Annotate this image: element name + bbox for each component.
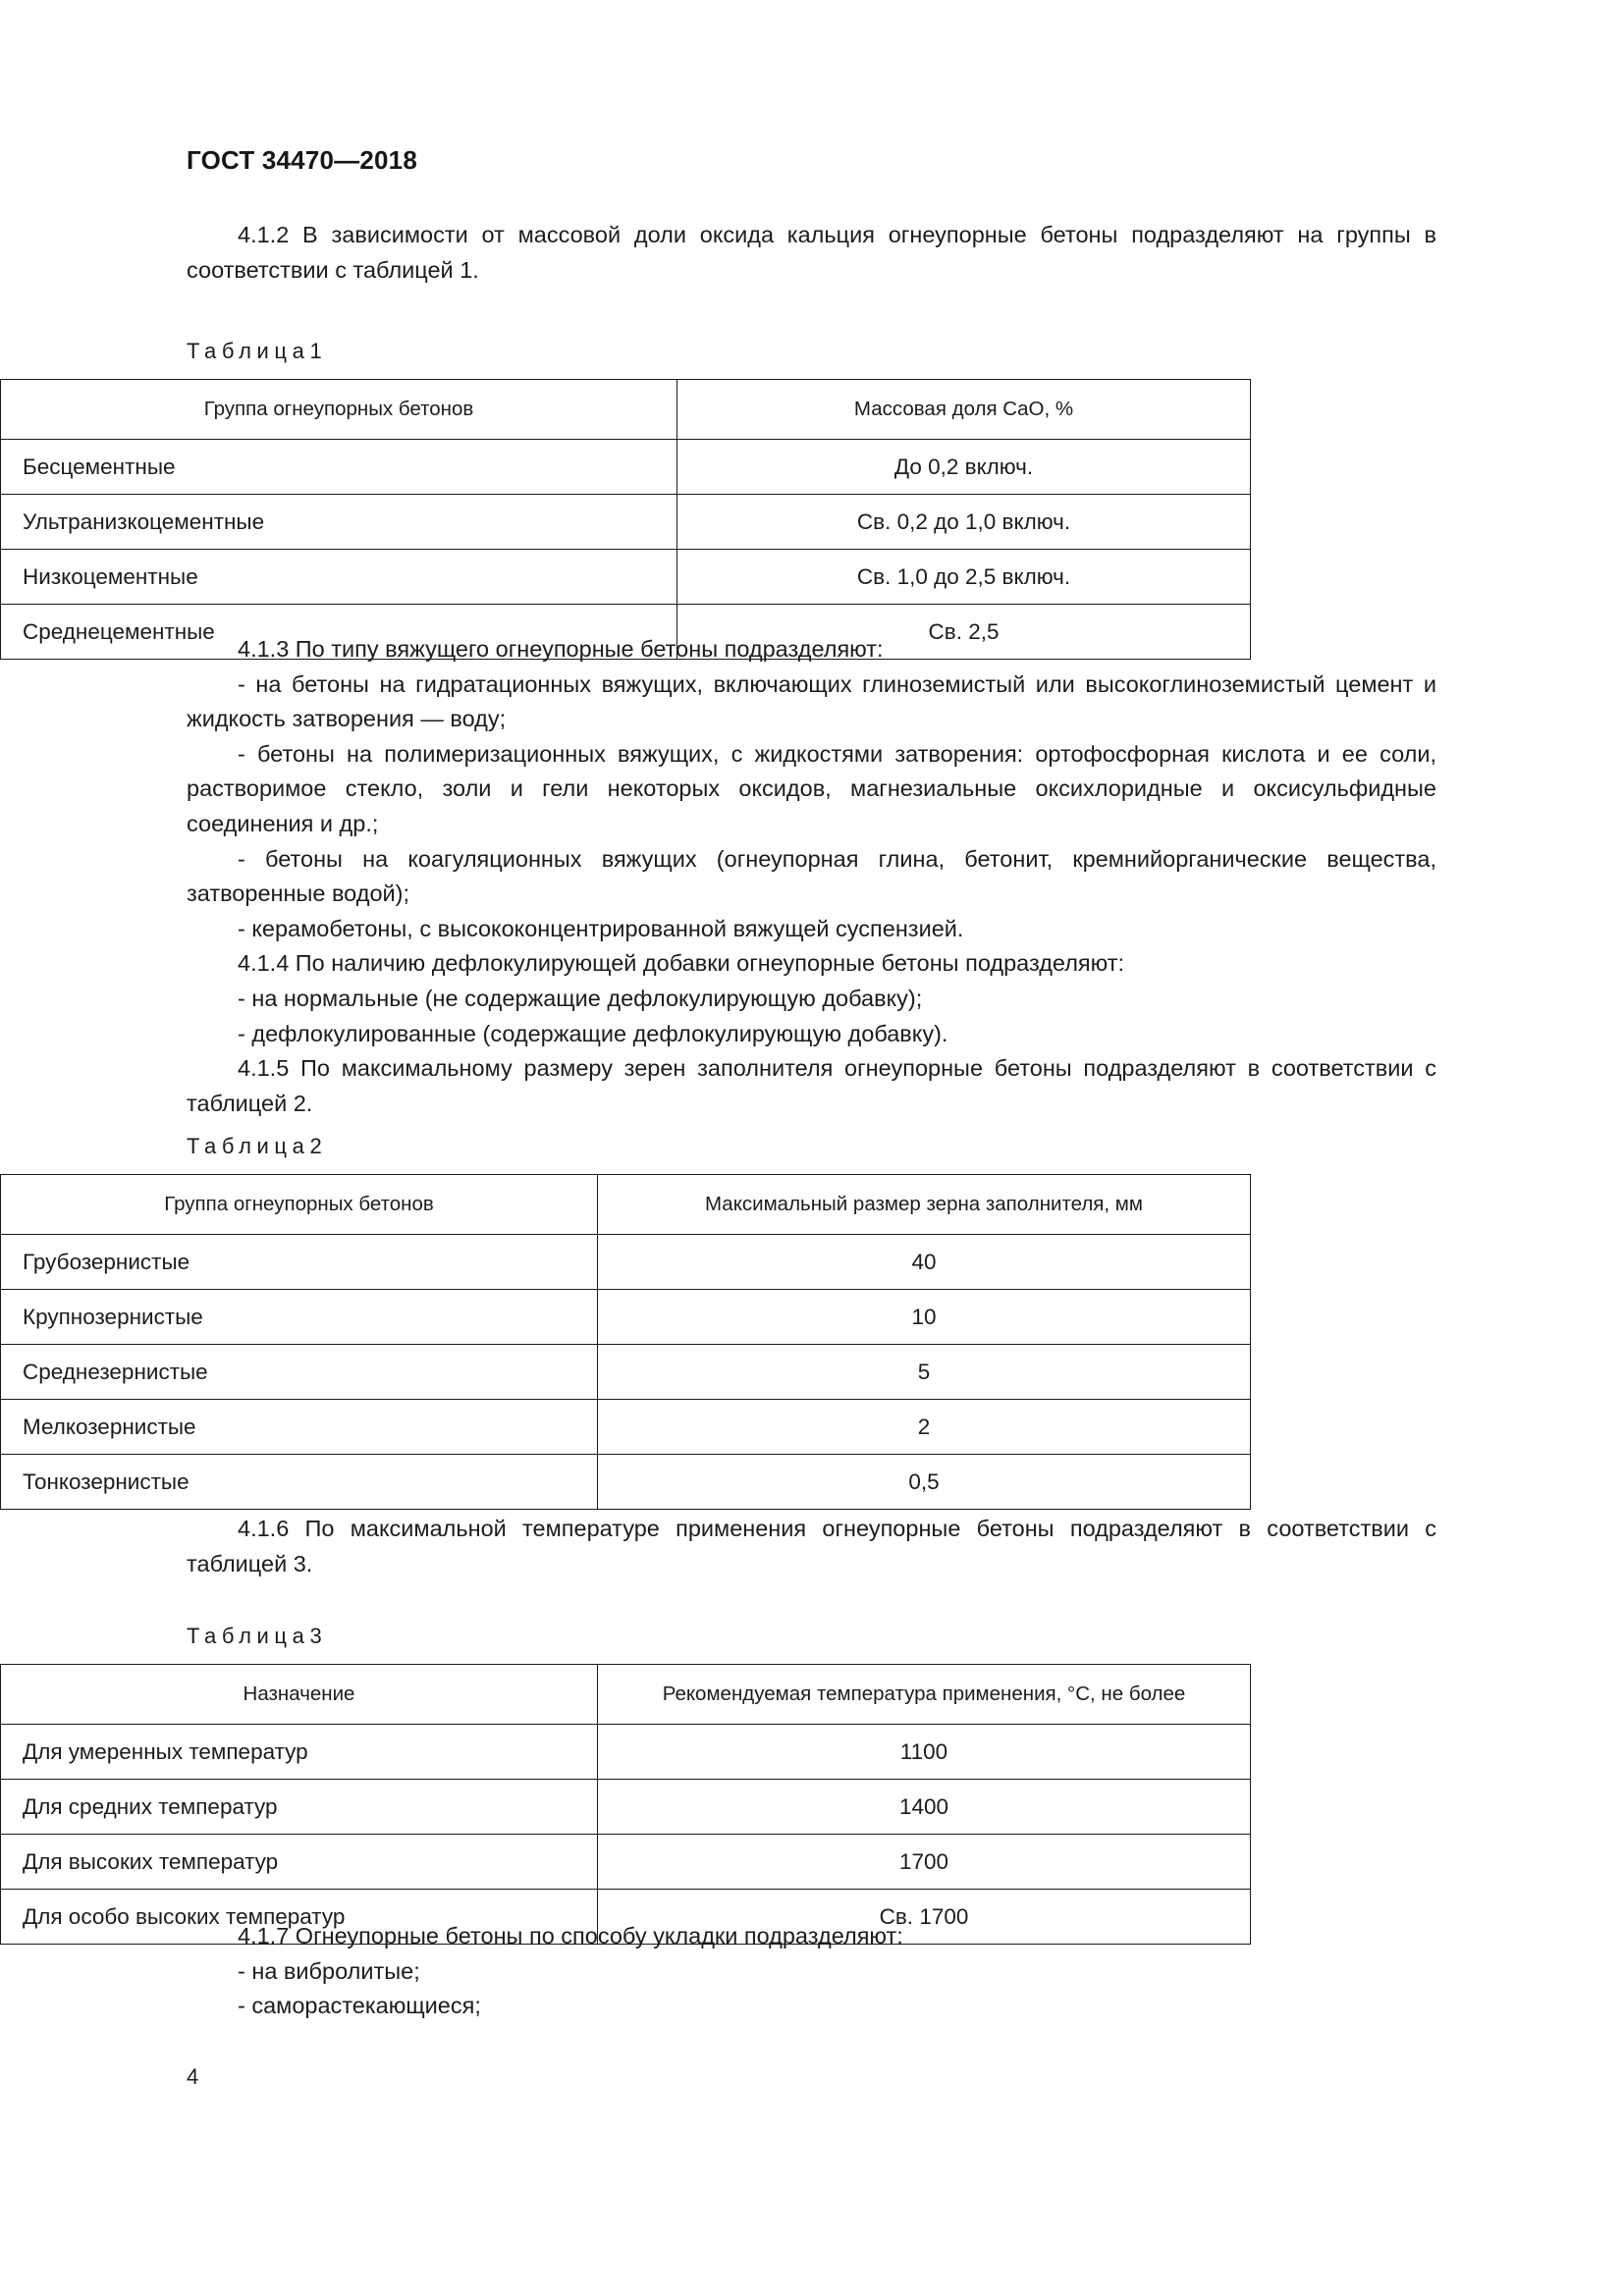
table-3-header-cell-0: Назначение (1, 1665, 598, 1725)
table-3-cell-r0c1: 1100 (598, 1725, 1251, 1780)
table-3-cell-r1c1: 1400 (598, 1780, 1251, 1835)
table-2-cell-r3c0: Мелкозернистые (1, 1400, 598, 1455)
document-header-standard-number: ГОСТ 34470—2018 (187, 145, 417, 175)
table-row (1, 1235, 1251, 1290)
clause-4-1-3-item-3: - керамобетоны, с высококонцентрированной вяжущей суспензией. (238, 915, 964, 941)
table-1-cell-r2c1: Св. 1,0 до 2,5 включ. (677, 550, 1251, 605)
clause-4-1-3-item-1: - бетоны на полимеризационных вяжущих, с жидкостями затворения: ортофосфорная кислота и ее соли, растворимое стекло, золи и гели некоторых оксидов, магнезиальные оксихлоридные и оксисульфидные соединения и др.; (187, 740, 1436, 836)
table-1 (0, 379, 1251, 660)
table-2-header-cell-0: Группа огнеупорных бетонов (1, 1175, 598, 1235)
clause-4-1-4-item-0: - на нормальные (не содержащие дефлокулирующую добавку); (238, 985, 923, 1011)
table-row (1, 1345, 1251, 1400)
table-1-header-cell-0: Группа огнеупорных бетонов (1, 380, 677, 440)
table-2-cell-r1c0: Крупнозернистые (1, 1290, 598, 1345)
table-1-cell-r1c0: Ультранизкоцементные (1, 495, 677, 550)
clause-4-1-2 (187, 218, 1436, 288)
table-3-header-cell-1: Рекомендуемая температура применения, °С, не более (598, 1665, 1251, 1725)
table-2 (0, 1174, 1251, 1510)
table-row (1, 1780, 1251, 1835)
table-1-cell-r3c1: Св. 2,5 (677, 605, 1251, 660)
table-3-header-row (1, 1665, 1251, 1725)
table-2-cell-r4c0: Тонкозернистые (1, 1455, 598, 1510)
table-row (1, 1400, 1251, 1455)
table-2-cell-r4c1: 0,5 (598, 1455, 1251, 1510)
table-1-cell-r0c1: До 0,2 включ. (677, 440, 1251, 495)
table-2-header-row (1, 1175, 1251, 1235)
table-3-caption-number: 3 (309, 1624, 322, 1648)
table-3-cell-r1c0: Для средних температур (1, 1780, 598, 1835)
table-3-caption-label: Таблица (187, 1624, 310, 1648)
table-1-caption (187, 339, 322, 364)
table-3 (0, 1664, 1251, 1945)
clause-4-1-3-item-2: - бетоны на коагуляционных вяжущих (огнеупорная глина, бетонит, кремнийорганические вещества, затворенные водой); (187, 845, 1436, 907)
clause-4-1-6 (187, 1512, 1436, 1581)
table-1-cell-r0c0: Бесцементные (1, 440, 677, 495)
clause-4-1-7 (187, 1919, 1436, 2024)
table-2-cell-r2c0: Среднезернистые (1, 1345, 598, 1400)
page-number: 4 (187, 2064, 199, 2089)
table-1-cell-r2c0: Низкоцементные (1, 550, 677, 605)
table-2-cell-r0c0: Грубозернистые (1, 1235, 598, 1290)
table-2-cell-r1c1: 10 (598, 1290, 1251, 1345)
clause-4-1-7-item-1: - саморастекающиеся; (238, 1993, 481, 2019)
table-2-caption-label: Таблица (187, 1134, 310, 1158)
clause-4-1-3-to-4-1-5 (187, 632, 1436, 1121)
table-3-cell-r3c0: Для особо высоких температур (1, 1890, 598, 1945)
table-1-header-row (1, 380, 1251, 440)
table-row (1, 1835, 1251, 1890)
clause-4-1-3-item-0: - на бетоны на гидратационных вяжущих, включающих глиноземистый или высокоглиноземистый цемент и жидкость затворения — воду; (187, 670, 1436, 732)
clause-4-1-4-intro: 4.1.4 По наличию дефлокулирующей добавки огнеупорные бетоны подразделяют: (238, 950, 1125, 977)
table-3-caption (187, 1624, 322, 1649)
table-2-cell-r2c1: 5 (598, 1345, 1251, 1400)
table-3-cell-r0c0: Для умеренных температур (1, 1725, 598, 1780)
clause-4-1-2-text: 4.1.2 В зависимости от массовой доли оксида кальция огнеупорные бетоны подразделяют на группы в соответствии с таблицей 1. (187, 222, 1436, 283)
table-3-cell-r2c0: Для высоких температур (1, 1835, 598, 1890)
clause-4-1-3-intro: 4.1.3 По типу вяжущего огнеупорные бетоны подразделяют: (238, 636, 884, 662)
table-2-cell-r0c1: 40 (598, 1235, 1251, 1290)
clause-4-1-5-text: 4.1.5 По максимальному размеру зерен заполнителя огнеупорные бетоны подразделяют в соответствии с таблицей 2. (187, 1055, 1436, 1116)
table-row (1, 550, 1251, 605)
clause-4-1-7-item-0: - на вибролитые; (238, 1957, 420, 1984)
table-row (1, 1725, 1251, 1780)
table-1-caption-number: 1 (309, 339, 322, 363)
table-2-header-cell-1: Максимальный размер зерна заполнителя, мм (598, 1175, 1251, 1235)
table-1-caption-label: Таблица (187, 339, 310, 363)
table-row (1, 440, 1251, 495)
clause-4-1-4-item-1: - дефлокулированные (содержащие дефлокулирующую добавку). (238, 1020, 948, 1046)
table-3-cell-r2c1: 1700 (598, 1835, 1251, 1890)
table-2-caption-number: 2 (309, 1134, 322, 1158)
clause-4-1-7-intro: 4.1.7 Огнеупорные бетоны по способу укладки подразделяют: (238, 1923, 903, 1949)
table-row (1, 1455, 1251, 1510)
table-3-cell-r3c1: Св. 1700 (598, 1890, 1251, 1945)
table-2-cell-r3c1: 2 (598, 1400, 1251, 1455)
clause-4-1-6-text: 4.1.6 По максимальной температуре применения огнеупорные бетоны подразделяют в соответствии с таблицей 3. (187, 1516, 1436, 1576)
table-row (1, 1290, 1251, 1345)
table-1-cell-r3c0: Среднецементные (1, 605, 677, 660)
table-1-cell-r1c1: Св. 0,2 до 1,0 включ. (677, 495, 1251, 550)
table-2-caption (187, 1134, 322, 1159)
table-1-header-cell-1: Массовая доля CaO, % (677, 380, 1251, 440)
table-row (1, 495, 1251, 550)
